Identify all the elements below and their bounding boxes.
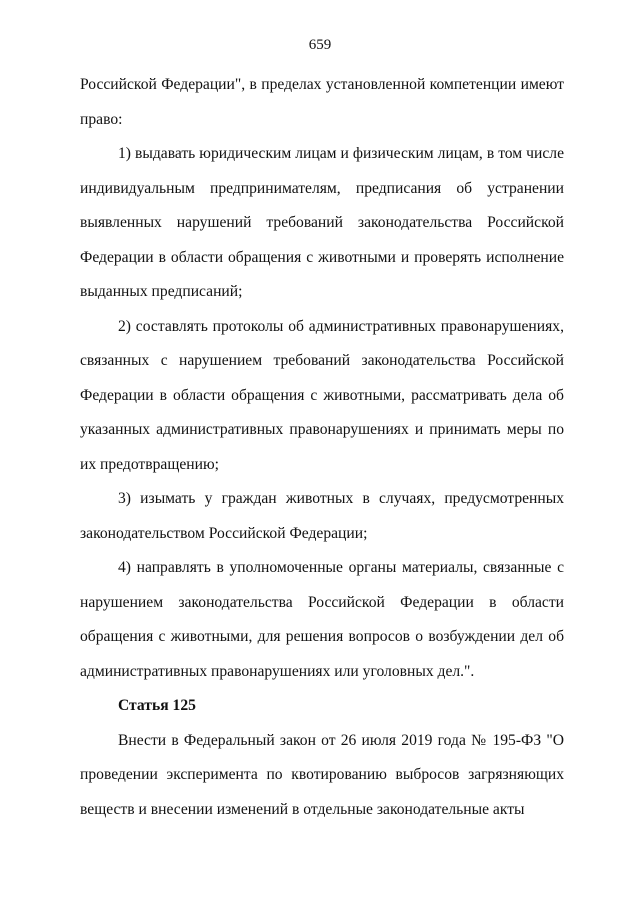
paragraph-item-4: 4) направлять в уполномоченные органы материалы, связанные с нарушением законодательства Российской Федерации в области обращения с животными, для решения вопросов о возбуждении дел об административных правонарушениях или уголовных дел.". [80,559,564,680]
paragraph-item-1: 1) выдавать юридическим лицам и физическим лицам, в том числе индивидуальным предпринимателям, предписания об устранении выявленных нарушений требований законодательства Российской Федерации в области обращения с животными и проверять исполнение выданных предписаний; [80,145,564,300]
article-text: Внести в Федеральный закон от 26 июля 2019 года № 195-ФЗ "О проведении эксперимента по квотированию выбросов загрязняющих веществ и внесении изменений в отдельные законодательные акты [80,731,564,818]
page-number: 659 [308,37,332,53]
paragraph-item-3: 3) изымать у граждан животных в случаях, предусмотренных законодательством Российской Федерации; [80,490,564,542]
article-heading: Статья 125 [118,697,196,714]
paragraph-continuation: Российской Федерации", в пределах установленной компетенции имеют право: [80,76,564,128]
paragraph-item-2: 2) составлять протоколы об административных правонарушениях, связанных с нарушением требований законодательства Российской Федерации в области обращения с животными, рассматривать дела об указанных административных правонарушениях и принимать меры по их предотвращению; [80,317,564,473]
document-body [80,68,564,827]
